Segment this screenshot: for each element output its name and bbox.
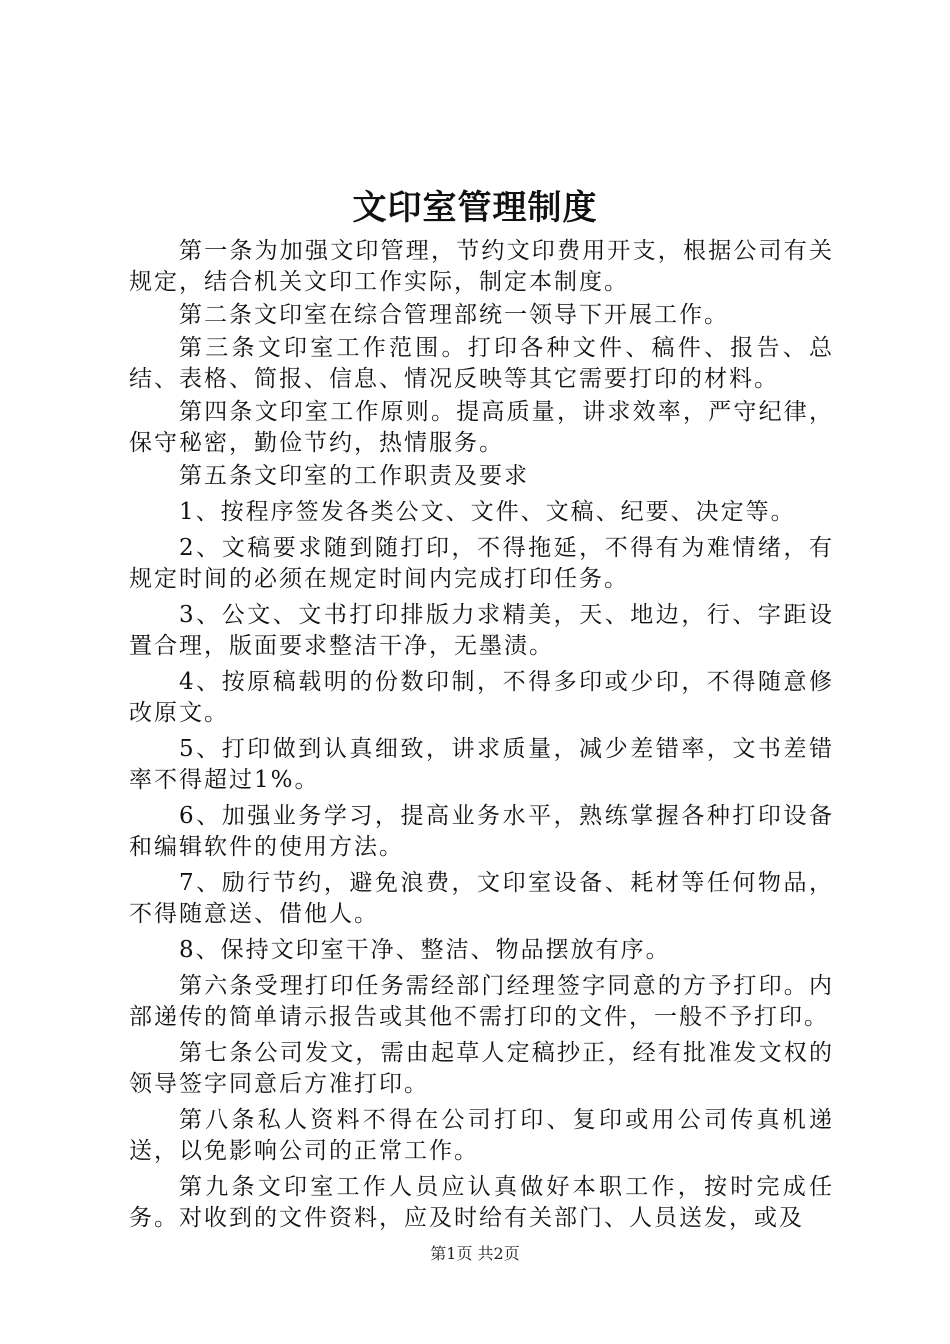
paragraph-item-5: 5、打印做到认真细致，讲求质量，减少差错率，文书差错率不得超过1%。 bbox=[129, 736, 834, 793]
paragraph-article-9: 第九条文印室工作人员应认真做好本职工作，按时完成任务。对收到的文件资料，应及时给有关部门、人员送发，或及 bbox=[129, 1174, 834, 1231]
paragraph-item-4: 4、按原稿载明的份数印制，不得多印或少印，不得随意修改原文。 bbox=[129, 669, 834, 726]
paragraph-item-6: 6、加强业务学习，提高业务水平，熟练掌握各种打印设备和编辑软件的使用方法。 bbox=[129, 803, 834, 860]
paragraph-item-3: 3、公文、文书打印排版力求精美，天、地边，行、字距设置合理，版面要求整洁干净，无墨渍。 bbox=[129, 602, 834, 659]
paragraph-article-6: 第六条受理打印任务需经部门经理签字同意的方予打印。内部递传的简单请示报告或其他不需打印的文件，一般不予打印。 bbox=[129, 973, 834, 1030]
paragraph-item-8: 8、保持文印室干净、整洁、物品摆放有序。 bbox=[179, 937, 671, 963]
paragraph-item-7: 7、励行节约，避免浪费，文印室设备、耗材等任何物品，不得随意送、借他人。 bbox=[129, 870, 834, 927]
paragraph-article-1: 第一条为加强文印管理，节约文印费用开支，根据公司有关规定，结合机关文印工作实际，制定本制度。 bbox=[129, 238, 834, 295]
paragraph-article-8: 第八条私人资料不得在公司打印、复印或用公司传真机递送，以免影响公司的正常工作。 bbox=[129, 1107, 834, 1164]
paragraph-article-4: 第四条文印室工作原则。提高质量，讲求效率，严守纪律，保守秘密，勤俭节约，热情服务。 bbox=[129, 399, 834, 456]
paragraph-article-7: 第七条公司发文，需由起草人定稿抄正，经有批准发文权的领导签字同意后方准打印。 bbox=[129, 1040, 834, 1097]
paragraph-item-1: 1、按程序签发各类公文、文件、文稿、纪要、决定等。 bbox=[179, 499, 796, 525]
paragraph-item-2: 2、文稿要求随到随打印，不得拖延，不得有为难情绪，有规定时间的必须在规定时间内完成打印任务。 bbox=[129, 535, 834, 592]
document-title: 文印室管理制度 bbox=[352, 188, 598, 228]
paragraph-article-5: 第五条文印室的工作职责及要求 bbox=[179, 463, 529, 489]
page-footer: 第1页 共2页 bbox=[430, 1244, 520, 1263]
paragraph-article-2: 第二条文印室在综合管理部统一领导下开展工作。 bbox=[179, 302, 729, 328]
paragraph-article-3: 第三条文印室工作范围。打印各种文件、稿件、报告、总结、表格、简报、信息、情况反映等其它需要打印的材料。 bbox=[129, 335, 834, 392]
document-body bbox=[129, 236, 834, 1239]
